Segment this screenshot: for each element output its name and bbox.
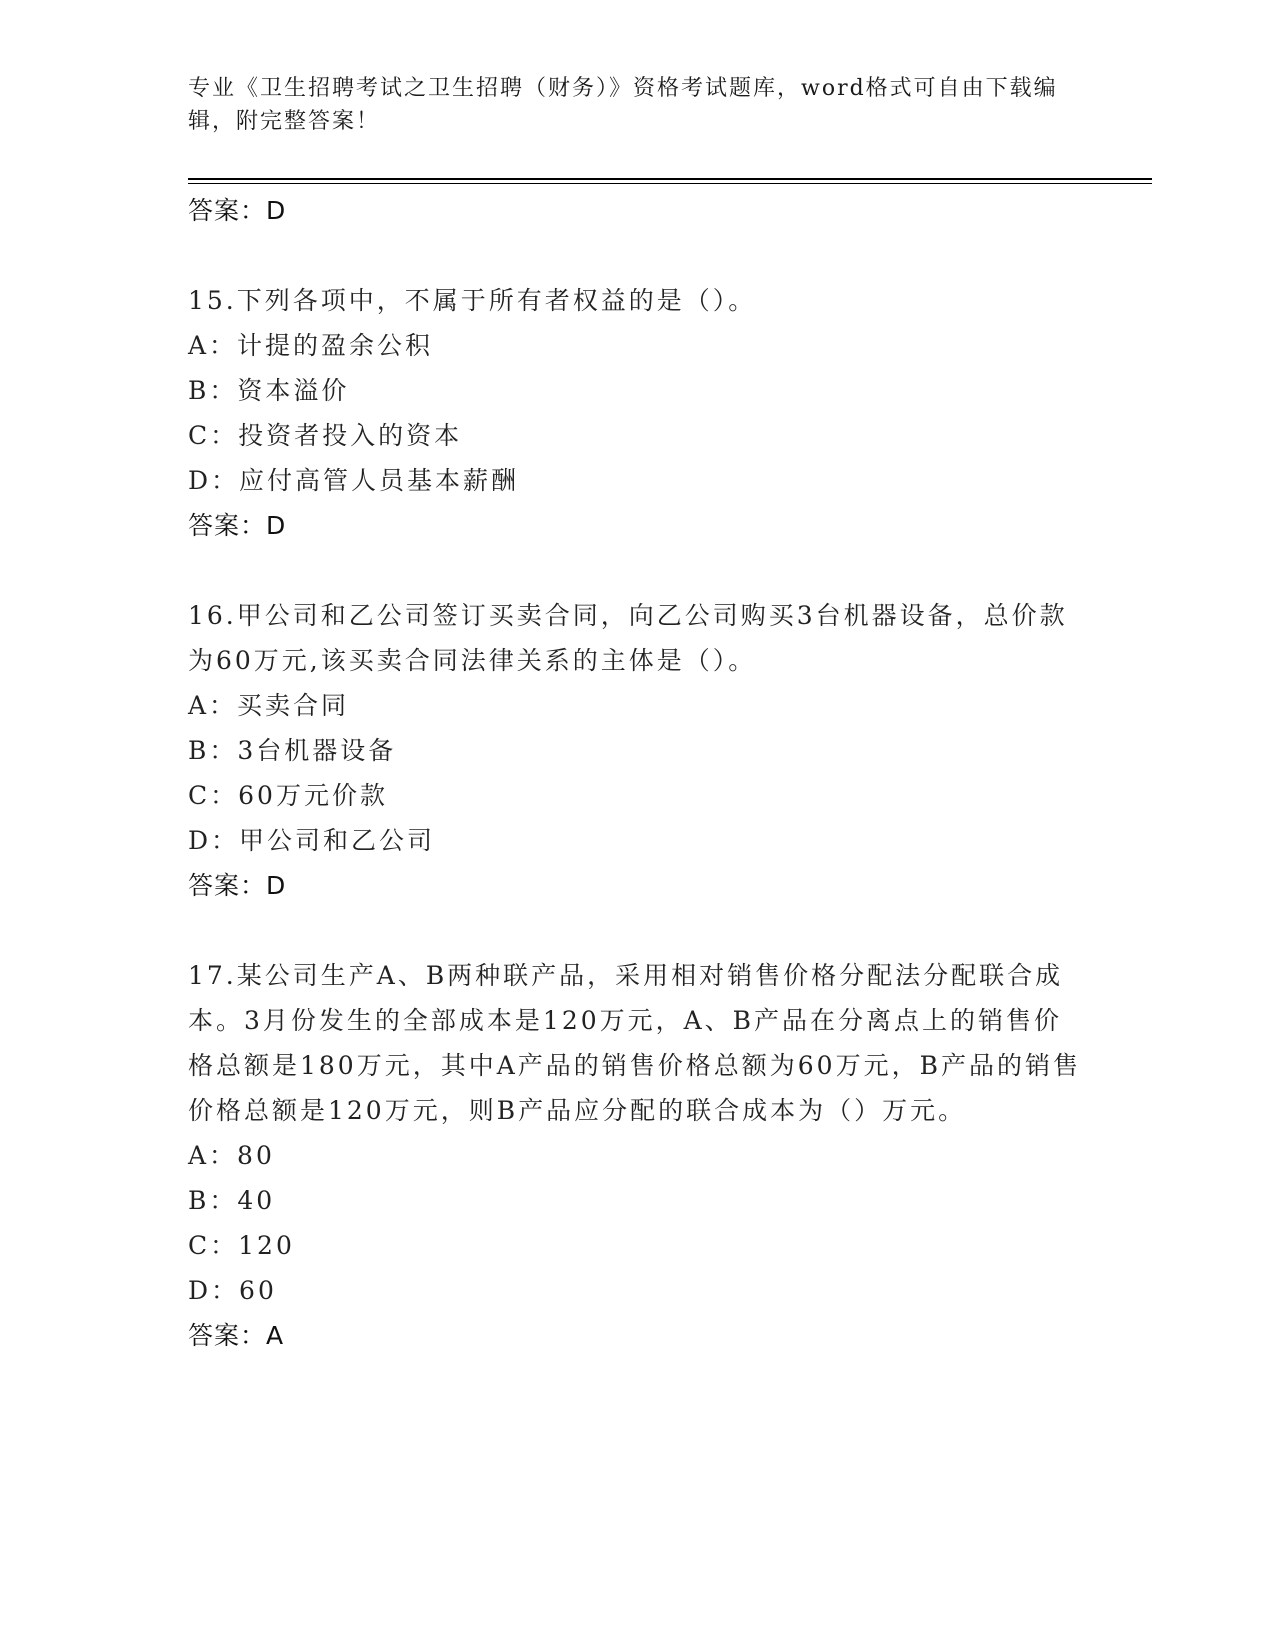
spacer xyxy=(188,233,1088,278)
question-list xyxy=(188,188,1088,1358)
option-a: A：计提的盈余公积 xyxy=(188,331,434,360)
answer-label: 答案：D xyxy=(188,196,287,225)
option-a: A：80 xyxy=(188,1141,275,1170)
question-16 xyxy=(188,593,1088,908)
spacer xyxy=(188,548,1088,593)
option-a: A：买卖合同 xyxy=(188,691,350,720)
question-15 xyxy=(188,278,1088,548)
option-d: D：应付高管人员基本薪酬 xyxy=(188,466,520,495)
question-stem: 16.甲公司和乙公司签订买卖合同，向乙公司购买3台机器设备，总价款为60万元,该买卖合同法律关系的主体是（）。 xyxy=(188,601,1068,675)
answer-label: 答案：D xyxy=(188,871,287,900)
spacer xyxy=(188,908,1088,953)
answer-label: 答案：D xyxy=(188,511,287,540)
option-d: D：60 xyxy=(188,1276,277,1305)
option-c: C：120 xyxy=(188,1231,295,1260)
header-divider-thin xyxy=(188,183,1152,184)
option-b: B：资本溢价 xyxy=(188,376,350,405)
question-stem: 17.某公司生产A、B两种联产品，采用相对销售价格分配法分配联合成本。3月份发生的全部成本是120万元，A、B产品在分离点上的销售价格总额是180万元，其中A产品的销售价格总额为60万元，B产品的销售价格总额是120万元，则B产品应分配的联合成本为（）万元。 xyxy=(188,961,1081,1125)
option-c: C：投资者投入的资本 xyxy=(188,421,463,450)
option-b: B：40 xyxy=(188,1186,276,1215)
option-c: C：60万元价款 xyxy=(188,781,388,810)
header-note: 专业《卫生招聘考试之卫生招聘（财务）》资格考试题库，word格式可自由下载编辑，附完整答案！ xyxy=(188,76,1058,134)
option-d: D：甲公司和乙公司 xyxy=(188,826,436,855)
header-divider-thick xyxy=(188,178,1152,180)
question-stem: 15.下列各项中，不属于所有者权益的是（）。 xyxy=(188,286,757,315)
question-17 xyxy=(188,953,1088,1358)
answer-label: 答案：A xyxy=(188,1321,285,1350)
option-b: B：3台机器设备 xyxy=(188,736,397,765)
